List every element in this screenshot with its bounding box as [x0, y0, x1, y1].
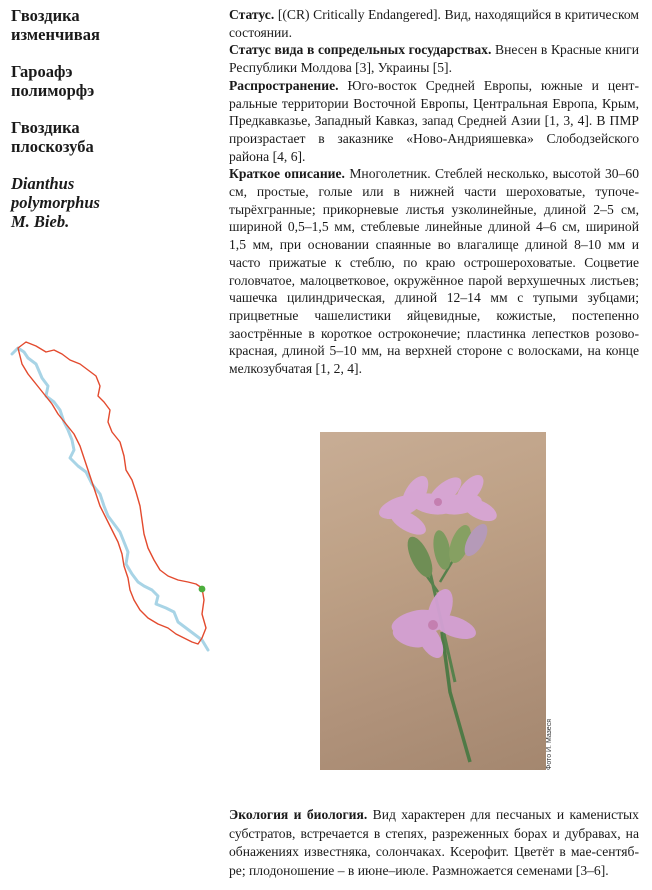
description-paragraph: Краткое описание. Многолетник. Стеблей несколько, высотой 30–60 см, простые, голые или в нижней части шероховатые, тупочетырёхгранные; прикорневые листья узколинейные, длиной 2–5 см, шириной 0,5–1,5 мм, стеблевые линейные длиной 4–6 см, шириной 1,5 мм, при основании спаянные во влагалище длиной 8–10 мм и часто прижатые к стеблю, по краю острошероховатые. Соцветие головчатое, малоцветковое, окружённое парой верхушечных листьев; чашечка цилиндрическая, длиной 12–14 мм с тупыми зубцами; прицветные чашелистики яйцевидные, кожистые, постепенно заострённые в короткое остроконечие; пластинка лепестков розово-красная, длиной 5–10 мм, на верхней стороне с волосками, на конце мелкозубчатая [1, 2, 4]. — [229, 166, 639, 377]
distribution-paragraph: Распространение. Юго-восток Средней Европы, южные и центральные территории Восточной Европы, Центральная Европа, Крым, Предкавказье, Западный Кавказ, запад Средней Азии [1, 3, 4]. В ПМР произрастает в заказнике «Ново-Андрияшевка» Слободзейского района [4, 6]. — [229, 77, 639, 164]
river-line — [12, 348, 208, 650]
name-ukrainian: Гвоздика плоскозуба — [11, 118, 94, 156]
neighbors-paragraph: Статус вида в сопредельных государствах. Внесен в Красные книги Республики Молдова [3], Украины [5]. — [229, 42, 639, 76]
ecology-paragraph: Экология и биология. Вид характерен для песчаных и каменистых субстратов, встречается в степях, разреженных борах и дубравах, на обнажениях известняка, солончаках. Ксерофит. Цветёт в мае-сентябре; плодоношение – в июне–июле. Размножается семенами [3–6]. — [229, 807, 639, 878]
location-dot — [199, 586, 206, 593]
photo-credit: Фото И. Мазеся — [546, 719, 553, 770]
name-latin: Dianthus polymorphus M. Bieb. — [11, 174, 100, 231]
name-russian: Гвоздика изменчивая — [11, 6, 100, 44]
ecology-section — [229, 806, 639, 880]
name-moldovan: Гароафэ полиморфэ — [11, 62, 95, 100]
species-names — [11, 6, 201, 231]
status-paragraph: Статус. [(CR) Critically Endangered]. Вид, находящийся в критическом состоянии. — [229, 7, 639, 40]
border-line — [18, 342, 206, 644]
distribution-map — [8, 338, 223, 658]
article-body — [229, 6, 639, 378]
flower-photo — [320, 432, 546, 770]
